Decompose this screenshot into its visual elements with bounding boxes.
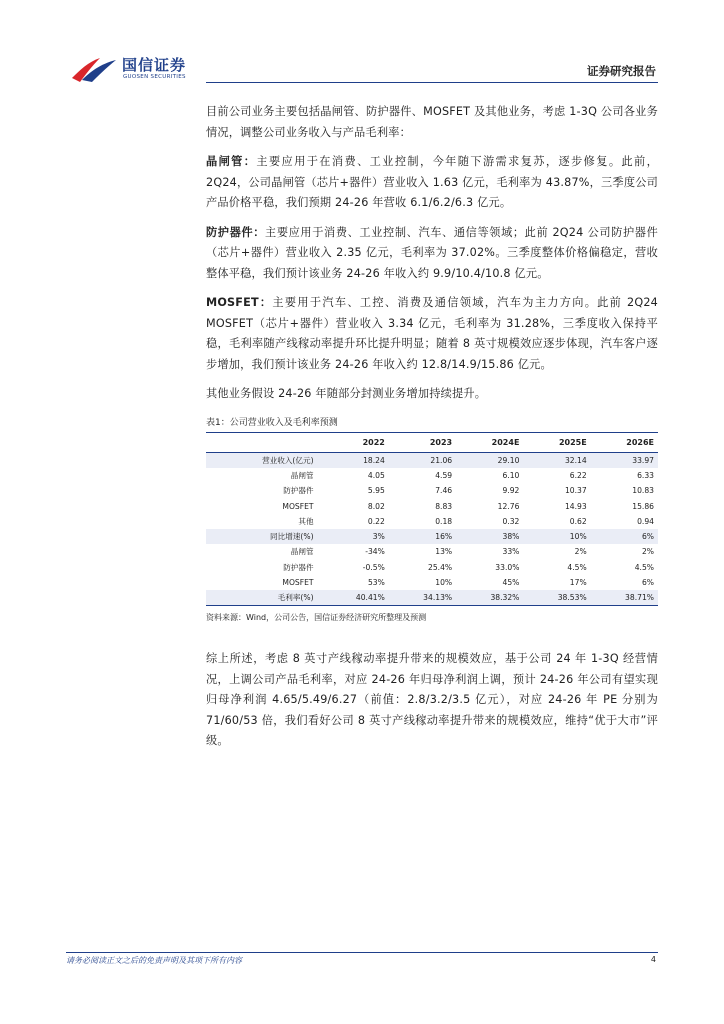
table-cell: 0.32 bbox=[502, 516, 520, 526]
header-divider bbox=[206, 82, 658, 83]
table-row bbox=[206, 483, 658, 498]
table-cell: 33.97 bbox=[591, 452, 658, 468]
table-cell: 7.46 bbox=[435, 486, 453, 496]
table-row bbox=[206, 468, 658, 483]
table-cell: 10.37 bbox=[564, 486, 587, 496]
table-cell: -34% bbox=[365, 547, 385, 557]
table-source: 资料来源：Wind，公司公告，国信证券经济研究所整理及预测 bbox=[206, 613, 427, 623]
table-cell: 40.41% bbox=[322, 590, 389, 606]
table-cell: 38.53% bbox=[523, 590, 590, 606]
protection-paragraph bbox=[206, 223, 658, 285]
table-cell: 8.02 bbox=[367, 501, 385, 511]
table-cell: 38.71% bbox=[591, 590, 658, 606]
table-row bbox=[206, 560, 658, 575]
table-cell: 32.14 bbox=[523, 452, 590, 468]
table-cell: 3% bbox=[322, 529, 389, 544]
table-row bbox=[206, 452, 658, 468]
table-header-row bbox=[206, 432, 658, 452]
table-cell: 13% bbox=[435, 547, 453, 557]
table-row bbox=[206, 575, 658, 590]
row-label: 营业收入(亿元) bbox=[206, 452, 322, 468]
row-label: 同比增速(%) bbox=[206, 529, 322, 544]
logo-text-en: GUOSEN SECURITIES bbox=[123, 74, 186, 80]
row-label: 防护器件 bbox=[283, 562, 314, 572]
table-cell: -0.5% bbox=[362, 562, 385, 572]
table-header-year: 2024E bbox=[456, 432, 523, 452]
table-header-year: 2026E bbox=[591, 432, 658, 452]
page-number: 4 bbox=[650, 955, 656, 964]
footer-disclaimer: 请务必阅读正文之后的免责声明及其项下所有内容 bbox=[66, 956, 242, 965]
table-header-year: 2022 bbox=[322, 432, 389, 452]
table-cell: 6.22 bbox=[569, 470, 587, 480]
table-cell: 4.59 bbox=[435, 470, 453, 480]
row-label: 其他 bbox=[298, 516, 314, 526]
table-cell: 53% bbox=[367, 578, 385, 588]
table-cell: 0.94 bbox=[637, 516, 654, 526]
page-header bbox=[0, 0, 724, 90]
table-cell: 4.5% bbox=[567, 562, 587, 572]
row-label: 晶闸管 bbox=[290, 470, 314, 480]
conclusion-paragraph: 综上所述，考虑 8 英寸产线稼动率提升带来的规模效应，基于公司 24 年 1-3Q 经营情况，上调公司产品毛利率，对应 24-26 年归母净利润上调，预计 24-26 年公司有望实现归母净利润 4.65/5.49/6.27（前值：2.8/3.2/3.5 亿元），对应 24-26 年 PE 分别为 71/60/53 倍，我们看好公司 8 英寸产线稼动率提升带来的规模效应，维持“优于大市”评级。 bbox=[206, 652, 658, 748]
table-cell: 33.0% bbox=[495, 562, 520, 572]
table-cell: 6.10 bbox=[502, 470, 520, 480]
table-cell: 10% bbox=[523, 529, 590, 544]
table-cell: 14.93 bbox=[564, 501, 587, 511]
main-content bbox=[206, 102, 658, 761]
table-header-year: 2023 bbox=[389, 432, 456, 452]
table-row bbox=[206, 529, 658, 544]
table-title: 表1：公司营业收入及毛利率预测 bbox=[206, 417, 338, 428]
table-cell: 18.24 bbox=[322, 452, 389, 468]
table-cell: 12.76 bbox=[497, 501, 520, 511]
table-cell: 2% bbox=[641, 547, 654, 557]
intro-paragraph: 目前公司业务主要包括晶闸管、防护器件、MOSFET 及其他业务，考虑 1-3Q 公司各业务情况，调整公司业务收入与产品毛利率： bbox=[206, 105, 658, 139]
table-cell: 16% bbox=[389, 529, 456, 544]
table-cell: 25.4% bbox=[428, 562, 453, 572]
guosen-logo-icon bbox=[70, 52, 118, 84]
thyristor-paragraph bbox=[206, 152, 658, 214]
logo-text-cn: 国信证券 bbox=[122, 56, 187, 74]
protection-label: 防护器件： bbox=[206, 225, 266, 239]
table-cell: 45% bbox=[502, 578, 520, 588]
table-cell: 6% bbox=[591, 529, 658, 544]
table-cell: 5.95 bbox=[367, 486, 385, 496]
company-logo bbox=[70, 52, 200, 88]
table-cell: 0.22 bbox=[367, 516, 385, 526]
row-label: MOSFET bbox=[282, 578, 314, 588]
mosfet-text: 主要用于汽车、工控、消费及通信领域，汽车为主力方向。此前 2Q24 MOSFET（芯片+器件）营业收入 3.34 亿元，毛利率为 31.28%，三季度收入保持平稳，毛利率随产线稼动率提升环比提升明显；随着 8 英寸规模效应逐步体现，汽车客户逐步增加，我们预计该业务 24-26 年收入约 12.8/14.9/15.86 亿元。 bbox=[206, 296, 658, 371]
table-cell: 33% bbox=[502, 547, 520, 557]
table-header-year: 2025E bbox=[523, 432, 590, 452]
table-cell: 38.32% bbox=[456, 590, 523, 606]
table-cell: 9.92 bbox=[502, 486, 520, 496]
revenue-forecast-table bbox=[206, 432, 658, 607]
table-row bbox=[206, 544, 658, 559]
table-cell: 6.33 bbox=[637, 470, 654, 480]
row-label: 毛利率(%) bbox=[206, 590, 322, 606]
thyristor-text: 主要应用于在消费、工业控制，今年随下游需求复苏，逐步修复。此前，2Q24，公司晶闸管（芯片+器件）营业收入 1.63 亿元，毛利率为 43.87%，三季度公司产品价格平稳，我们预期 24-26 年营收 6.1/6.2/6.3 亿元。 bbox=[206, 155, 658, 209]
row-label: 防护器件 bbox=[283, 486, 314, 496]
mosfet-paragraph bbox=[206, 293, 658, 375]
mosfet-label: MOSFET： bbox=[206, 296, 273, 309]
footer-divider bbox=[66, 952, 658, 953]
protection-text: 主要应用于消费、工业控制、汽车、通信等领域；此前 2Q24 公司防护器件（芯片+器件）营业收入 2.35 亿元，毛利率为 37.02%。三季度整体价格偏稳定，营收整体平稳，我们预计该业务 24-26 年收入约 9.9/10.4/10.8 亿元。 bbox=[206, 225, 658, 280]
table-cell: 6% bbox=[641, 578, 654, 588]
table-cell: 4.5% bbox=[634, 562, 654, 572]
table-header-label bbox=[206, 432, 322, 452]
table-cell: 34.13% bbox=[389, 590, 456, 606]
table-cell: 0.62 bbox=[569, 516, 587, 526]
table-cell: 8.83 bbox=[435, 501, 453, 511]
table-cell: 21.06 bbox=[389, 452, 456, 468]
row-label: MOSFET bbox=[282, 501, 314, 511]
table-cell: 17% bbox=[569, 578, 587, 588]
table-cell: 29.10 bbox=[456, 452, 523, 468]
others-paragraph: 其他业务假设 24-26 年随部分封测业务增加持续提升。 bbox=[206, 387, 487, 400]
table-cell: 0.18 bbox=[435, 516, 453, 526]
table-cell: 38% bbox=[456, 529, 523, 544]
table-cell: 15.86 bbox=[632, 501, 654, 511]
table-row bbox=[206, 498, 658, 513]
table-cell: 10.83 bbox=[632, 486, 654, 496]
report-type: 证券研究报告 bbox=[587, 64, 656, 78]
row-label: 晶闸管 bbox=[290, 547, 314, 557]
thyristor-label: 晶闸管： bbox=[206, 155, 257, 168]
table-row bbox=[206, 590, 658, 606]
table-cell: 2% bbox=[574, 547, 587, 557]
table-cell: 4.05 bbox=[367, 470, 385, 480]
table-cell: 10% bbox=[435, 578, 453, 588]
table-row bbox=[206, 514, 658, 529]
